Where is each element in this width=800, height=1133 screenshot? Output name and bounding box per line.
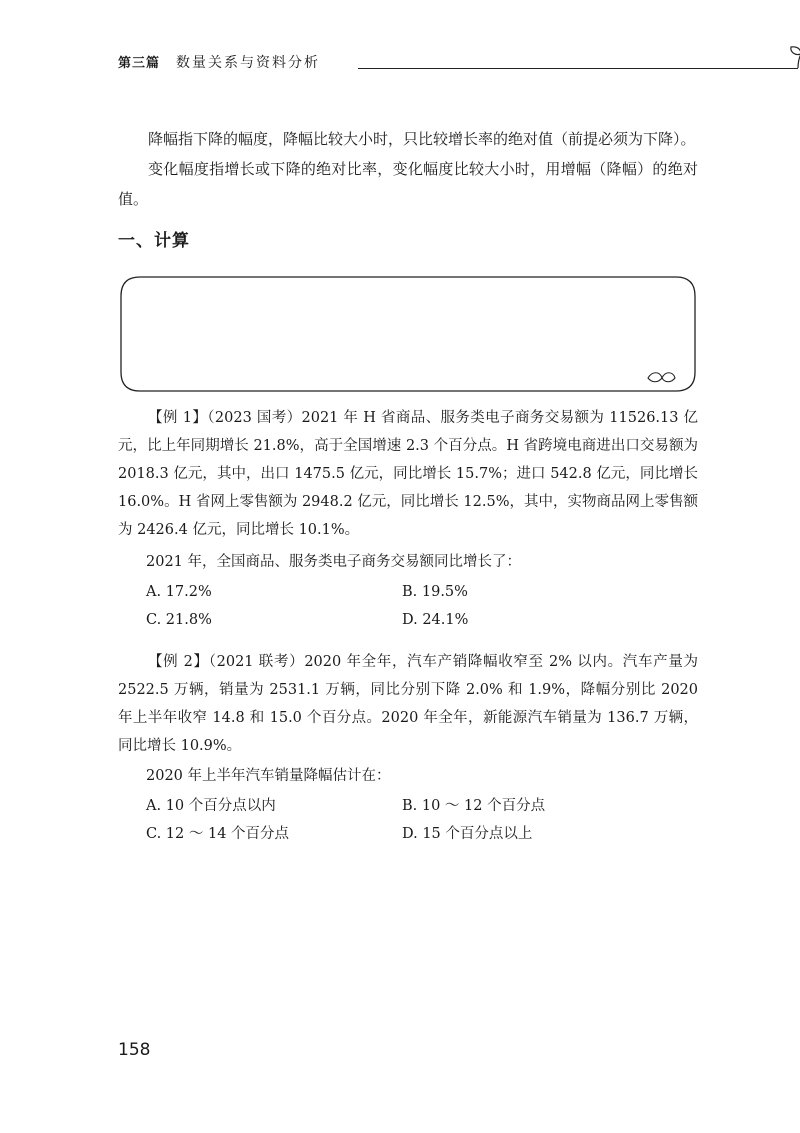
example-1-text: 【例 1】（2023 国考）2021 年 H 省商品、服务类电子商务交易额为 11526.13 亿元，比上年同期增长 21.8%，高于全国增速 2.3 个百分点。H 省跨境电商进出口交易额为 2018.3 亿元，其中，出口 1475.5 亿元，同比增长 15.7%；进口 542.8 亿元，同比增长 16.0%。H 省网上零售额为 2948.2 亿元，同比增长 12.5%，其中，实物商品网上零售额为 2426.4 亿元，同比增长 10.1%。 (118, 410, 698, 538)
header-rule (358, 68, 798, 69)
example-1-option-d: D. 24.1% (402, 612, 469, 628)
sprout-icon (786, 40, 800, 70)
example-1-option-b: B. 19.5% (402, 584, 468, 600)
example-1 (118, 404, 698, 544)
example-2-option-b: B. 10 ～ 12 个百分点 (402, 798, 546, 814)
intro-paragraph-change: 变化幅度指增长或下降的绝对比率，变化幅度比较大小时，用增幅（降幅）的绝对值。 (118, 160, 698, 208)
section-heading: 一、计算 (118, 231, 190, 251)
example-2-option-d: D. 15 个百分点以上 (402, 826, 533, 842)
intro-paragraph-decline: 降幅指下降的幅度，降幅比较大小时，只比较增长率的绝对值（前提必须为下降）。 (148, 130, 696, 148)
chapter-title: 数量关系与资料分析 (176, 55, 320, 71)
example-1-question: 2021 年，全国商品、服务类电子商务交易额同比增长了： (146, 554, 522, 570)
example-2 (118, 648, 698, 760)
leaf-icon (648, 373, 675, 382)
example-2-option-c: C. 12 ～ 14 个百分点 (146, 826, 290, 842)
part-label: 第三篇 (118, 56, 161, 71)
example-2-text: 【例 2】（2021 联考）2020 年全年，汽车产销降幅收窄至 2% 以内。汽车产量为 2522.5 万辆，销量为 2531.1 万辆，同比分别下降 2.0% 和 1.9%，降幅分别比 2020 年上半年收窄 14.8 和 15.0 个百分点。2020 年全年，新能源汽车销量为 136.7 万辆，同比增长 10.9%。 (118, 654, 698, 754)
example-2-question: 2020 年上半年汽车销量降幅估计在： (146, 768, 391, 784)
running-header (118, 52, 718, 76)
example-1-option-c: C. 21.8% (146, 612, 212, 628)
page-number: 158 (118, 1040, 151, 1060)
example-2-option-a: A. 10 个百分点以内 (146, 798, 276, 814)
note-box (118, 274, 698, 394)
example-1-option-a: A. 17.2% (146, 584, 212, 600)
